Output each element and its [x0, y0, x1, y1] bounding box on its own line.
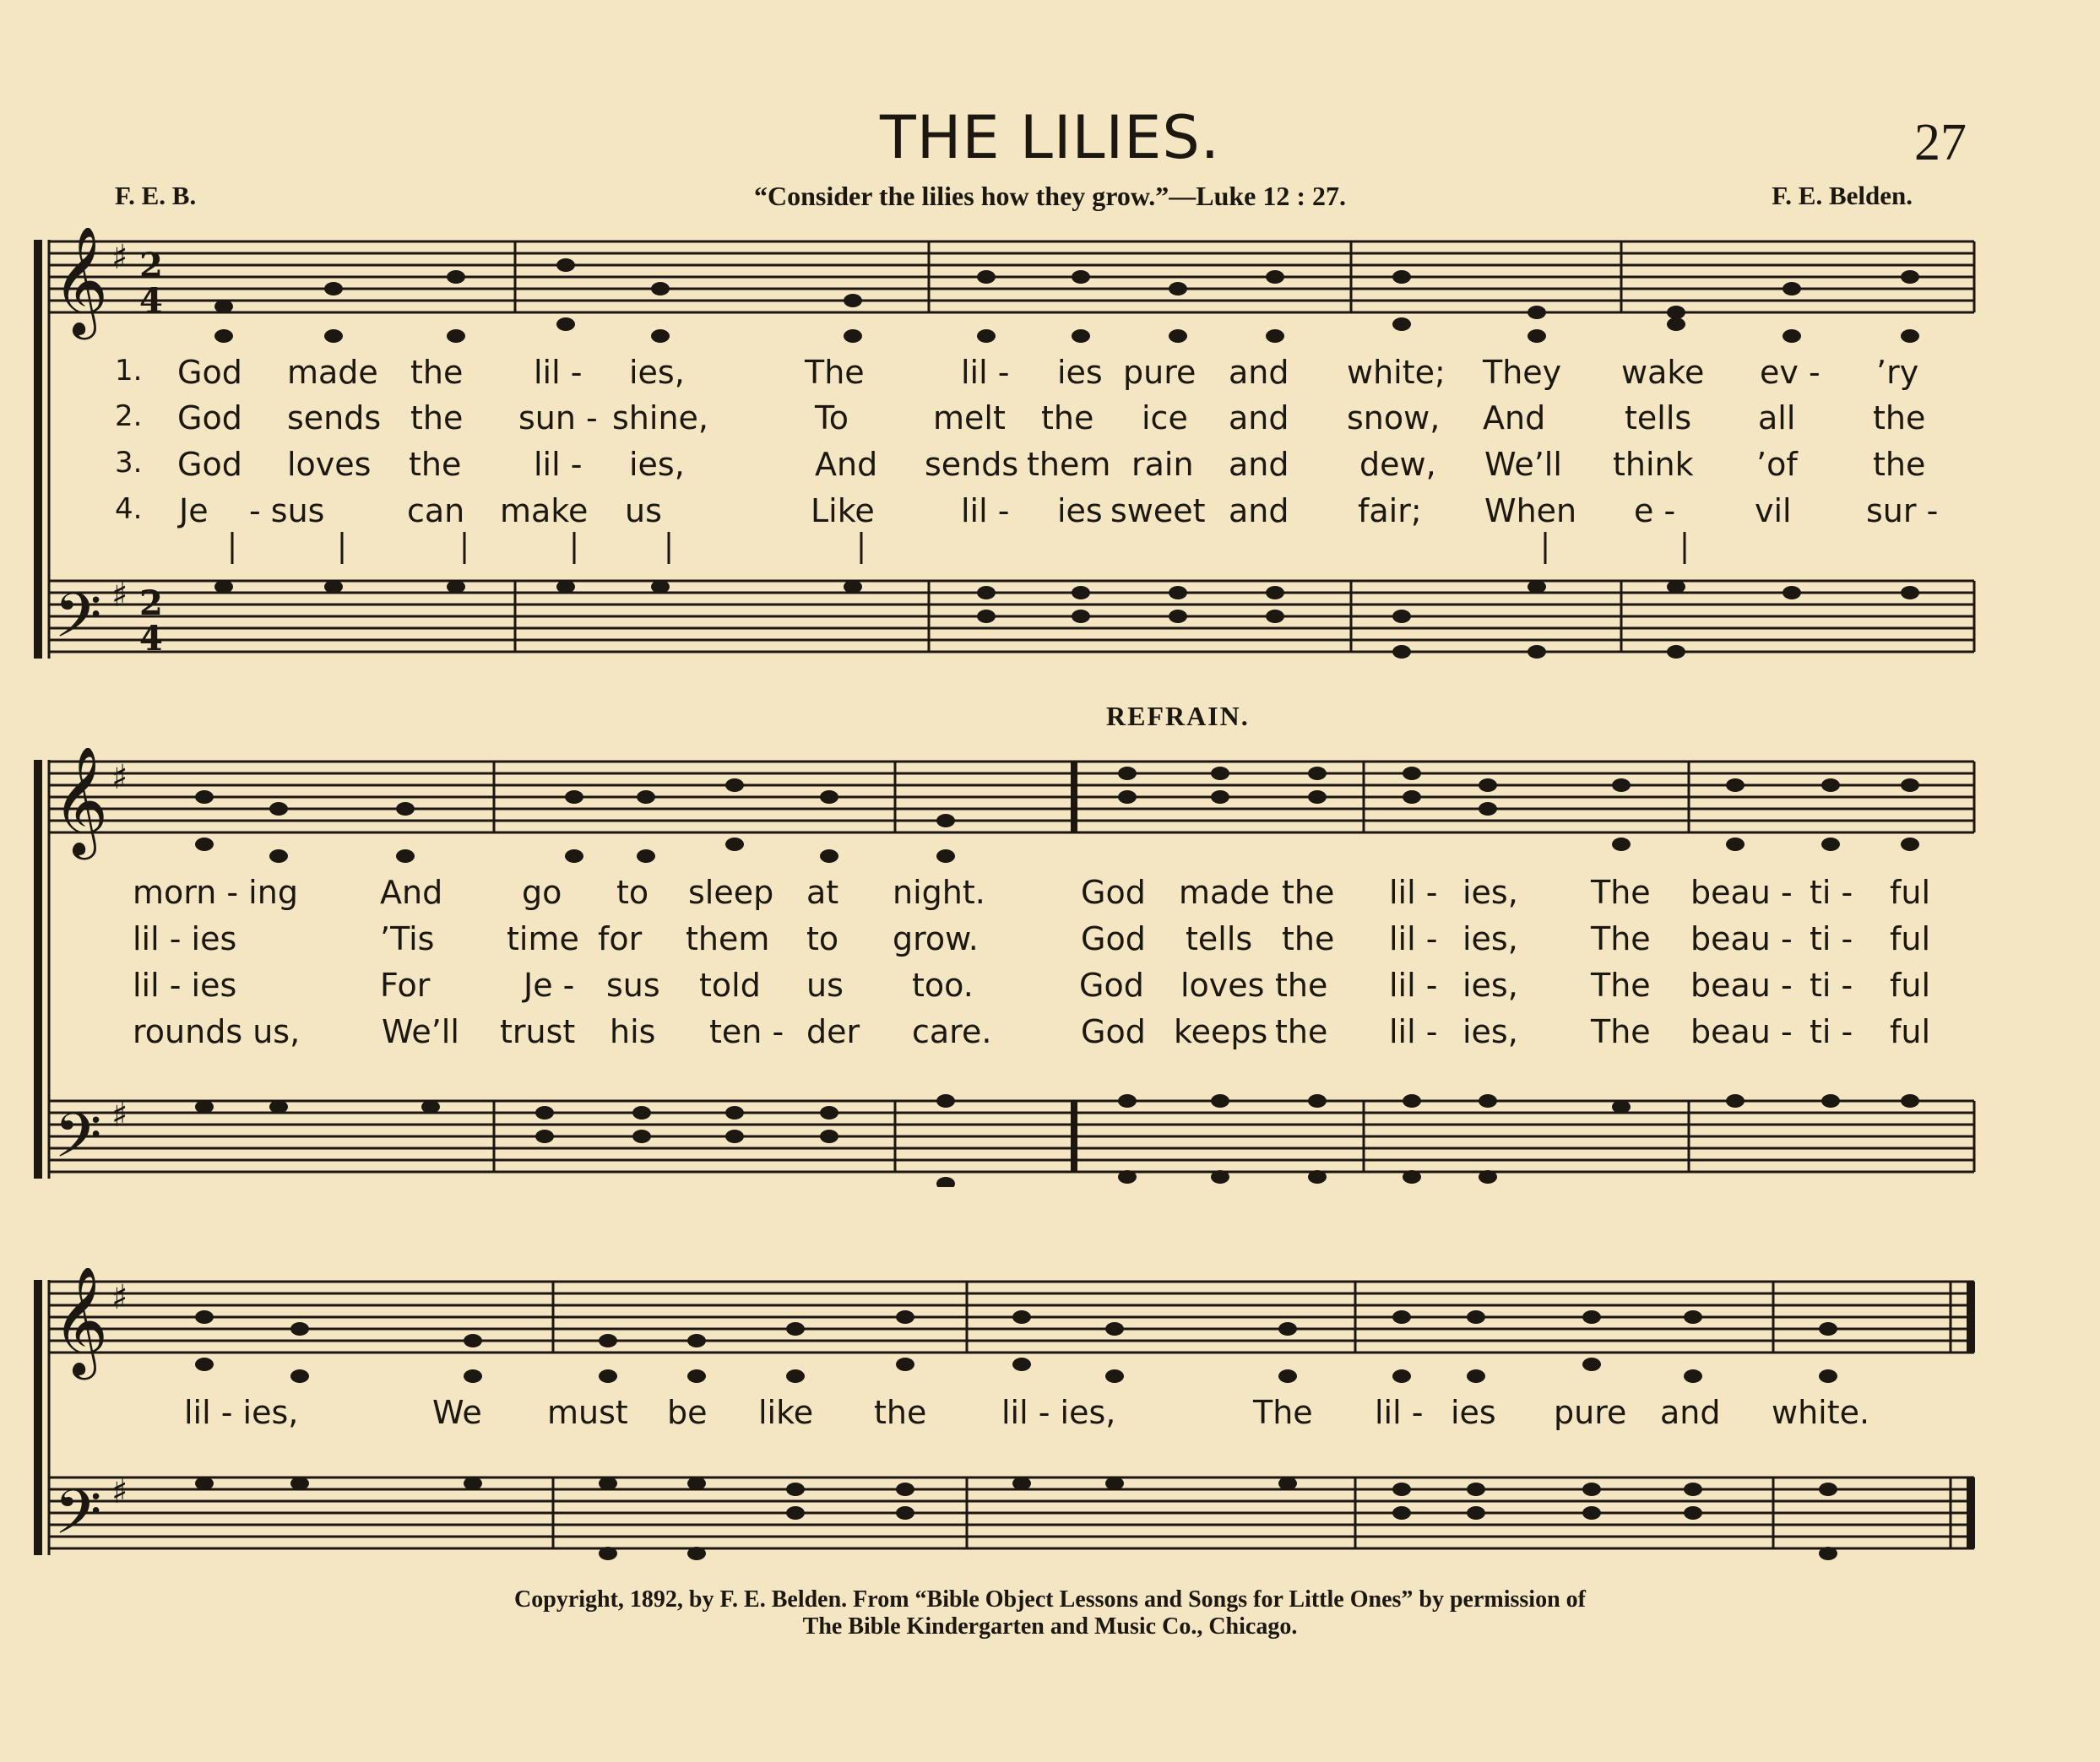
lyric-syllable: sweet [1110, 492, 1206, 529]
lyric-syllable: snow, [1347, 399, 1441, 436]
treble-clef-icon: 𝄞 [52, 748, 109, 855]
lyric-syllable: ful [1890, 874, 1931, 911]
lyric-syllable: ti - [1810, 967, 1853, 1004]
verse-line-1 [0, 1396, 2100, 1440]
verse-line-1 [0, 356, 2100, 400]
lyric-syllable: rounds us, [133, 1013, 301, 1050]
lyric-syllable: lil - [961, 492, 1010, 529]
lyric-syllable: sun - [518, 399, 598, 436]
lyric-syllable: And [1483, 399, 1546, 436]
copyright-line-1: Copyright, 1892, by F. E. Belden. From “Bible Object Lessons and Songs for Little Ones” by permission of [514, 1586, 1586, 1613]
bass-clef-icon: 𝄢 [54, 579, 102, 666]
lyric-syllable: us [625, 492, 662, 529]
verse-line-4 [0, 1013, 2100, 1060]
verse-line-2 [0, 920, 2100, 967]
lyric-syllable: Like [811, 492, 875, 529]
bass-clef-icon: 𝄢 [54, 1099, 102, 1186]
lyric-syllable: ful [1890, 920, 1931, 957]
lyric-syllable: The [1591, 1013, 1651, 1050]
svg-text:2: 2 [139, 246, 163, 285]
composer-credit: F. E. Belden. [1772, 181, 1913, 210]
lyric-syllable: sleep [688, 874, 774, 911]
bass-clef-icon: 𝄢 [54, 1476, 102, 1563]
lyric-syllable: - sus [249, 492, 325, 529]
lyric-syllable: vil [1755, 492, 1792, 529]
lyric-syllable: too. [912, 967, 974, 1004]
svg-text:♯: ♯ [111, 575, 128, 615]
copyright-notice [0, 1586, 2100, 1640]
lyric-syllable: be [667, 1394, 708, 1431]
lyric-syllable: pure [1554, 1394, 1627, 1431]
lyric-syllable: ’ry [1876, 354, 1919, 391]
lyric-syllable: We [432, 1394, 482, 1431]
svg-text:♯: ♯ [111, 1472, 128, 1511]
lyric-syllable: lil - ies [133, 920, 237, 957]
lyric-syllable: God [1081, 1013, 1146, 1050]
lyric-syllable: morn - ing [133, 874, 298, 911]
lyric-syllable: The [1591, 967, 1651, 1004]
lyric-syllable: They [1483, 354, 1562, 391]
lyric-syllable: the [1041, 399, 1094, 436]
lyric-syllable: ’of [1756, 446, 1798, 483]
lyric-syllable: loves [287, 446, 372, 483]
lyric-syllable: beau - [1690, 920, 1793, 957]
lyric-syllable: shine, [612, 399, 708, 436]
lyric-syllable: ti - [1810, 920, 1853, 957]
treble-clef-icon: 𝄞 [52, 1268, 109, 1375]
lyric-syllable: like [758, 1394, 814, 1431]
lyric-syllable: the [409, 446, 462, 483]
lyric-syllable: sends [925, 446, 1019, 483]
verse-line-3 [0, 448, 2100, 492]
lyric-syllable: For [380, 967, 431, 1004]
lyric-syllable: rain [1131, 446, 1194, 483]
refrain-label: REFRAIN. [1106, 701, 1250, 731]
lyric-syllable: pure [1123, 354, 1197, 391]
page-number: 27 [1914, 114, 1967, 171]
lyric-syllable: And [380, 874, 443, 911]
lyric-syllable: think [1613, 446, 1694, 483]
lyric-syllable: And [815, 446, 878, 483]
lyric-syllable: lil - ies, [1001, 1394, 1116, 1431]
verse-number: 3. [115, 446, 143, 480]
lyric-syllable: trust [500, 1013, 576, 1050]
lyric-syllable: melt [933, 399, 1006, 436]
lyric-syllable: keeps [1174, 1013, 1268, 1050]
lyric-syllable: his [610, 1013, 656, 1050]
lyric-syllable: grow. [893, 920, 979, 957]
lyric-syllable: the [1275, 1013, 1328, 1050]
lyric-syllable: tells [1625, 399, 1692, 436]
lyric-syllable: God [1081, 874, 1146, 911]
lyric-syllable: sends [287, 399, 382, 436]
lyric-syllable: ies, [629, 354, 685, 391]
lyric-syllable: ies, [1462, 874, 1518, 911]
lyric-syllable: to [616, 874, 649, 911]
lyric-syllable: white. [1772, 1394, 1870, 1431]
hymn-title: THE LILIES. [879, 103, 1221, 172]
lyric-syllable: beau - [1690, 874, 1793, 911]
lyric-syllable: can [407, 492, 465, 529]
lyric-syllable: care. [912, 1013, 992, 1050]
svg-text:2: 2 [139, 583, 163, 623]
treble-clef-icon: 𝄞 [52, 228, 109, 335]
lyric-syllable: and [1229, 492, 1289, 529]
verse-line-1 [0, 876, 2100, 920]
lyric-syllable: the [1275, 967, 1328, 1004]
lyric-syllable: ful [1890, 967, 1931, 1004]
lyric-syllable: the [410, 399, 464, 436]
lyric-syllable: beau - [1690, 967, 1793, 1004]
lyricist-credit: F. E. B. [115, 181, 197, 210]
lyric-syllable: told [699, 967, 761, 1004]
lyric-syllable: sus [606, 967, 660, 1004]
lyric-syllable: lil - [961, 354, 1010, 391]
lyric-syllable: lil - [1389, 920, 1438, 957]
lyric-syllable: God [1081, 920, 1146, 957]
lyric-syllable: and [1660, 1394, 1721, 1431]
lyric-syllable: for [598, 920, 643, 957]
lyric-syllable: When [1484, 492, 1577, 529]
lyric-syllable: made [1179, 874, 1270, 911]
svg-text:4: 4 [139, 281, 163, 321]
verse-line-3 [0, 969, 2100, 1013]
lyric-syllable: lil - [1389, 874, 1438, 911]
lyric-syllable: and [1229, 446, 1289, 483]
lyric-syllable: ies, [1462, 967, 1518, 1004]
svg-text:♯: ♯ [111, 1095, 128, 1135]
lyric-syllable: to [806, 920, 839, 957]
lyric-syllable: ies [1057, 492, 1103, 529]
lyric-syllable: loves [1180, 967, 1265, 1004]
lyric-syllable: tells [1186, 920, 1253, 957]
lyric-syllable: God [177, 354, 242, 391]
lyric-syllable: at [806, 874, 839, 911]
lyric-syllable: must [547, 1394, 628, 1431]
verse-number: 1. [115, 354, 143, 388]
svg-text:4: 4 [139, 619, 163, 659]
lyric-syllable: time [507, 920, 579, 957]
lyric-syllable: ies, [1462, 920, 1518, 957]
svg-text:♯: ♯ [111, 237, 128, 277]
lyric-syllable: fair; [1358, 492, 1422, 529]
lyric-syllable: the [1282, 874, 1335, 911]
lyric-syllable: made [287, 354, 378, 391]
lyric-syllable: lil - [1389, 967, 1438, 1004]
lyric-syllable: God [177, 446, 242, 483]
lyric-syllable: Je [179, 492, 209, 529]
lyric-syllable: wake [1621, 354, 1705, 391]
verse-number: 4. [115, 492, 143, 526]
lyric-syllable: go [522, 874, 562, 911]
lyric-syllable: ten - [709, 1013, 784, 1050]
lyric-syllable: them [1027, 446, 1111, 483]
lyric-syllable: ies, [1462, 1013, 1518, 1050]
lyric-syllable: The [805, 354, 865, 391]
lyric-syllable: We’ll [382, 1013, 459, 1050]
lyric-syllable: the [1873, 399, 1926, 436]
lyric-syllable: ice [1142, 399, 1188, 436]
lyric-syllable: ti - [1810, 1013, 1853, 1050]
lyric-syllable: The [1591, 920, 1651, 957]
lyric-syllable: ies [1057, 354, 1103, 391]
scripture-epigraph: “Consider the lilies how they grow.”—Luke 12 : 27. [753, 181, 1347, 211]
lyric-syllable: The [1253, 1394, 1313, 1431]
lyric-syllable: us [806, 967, 844, 1004]
lyric-syllable: all [1758, 399, 1796, 436]
lyric-syllable: ies [1451, 1394, 1496, 1431]
lyric-syllable: lil - ies [133, 967, 237, 1004]
lyric-syllable: and [1229, 354, 1289, 391]
lyric-syllable: ev - [1760, 354, 1821, 391]
lyric-syllable: the [410, 354, 464, 391]
lyric-syllable: and [1229, 399, 1289, 436]
lyric-syllable: them [686, 920, 770, 957]
lyric-syllable: the [874, 1394, 927, 1431]
lyric-syllable: lil - [534, 446, 583, 483]
verse-number: 2. [115, 399, 143, 433]
lyric-syllable: dew, [1359, 446, 1436, 483]
lyric-syllable: the [1282, 920, 1335, 957]
lyric-syllable: e - [1634, 492, 1676, 529]
lyric-syllable: ful [1890, 1013, 1931, 1050]
lyric-syllable: ’Tis [380, 920, 435, 957]
copyright-line-2: The Bible Kindergarten and Music Co., Chicago. [802, 1613, 1298, 1640]
lyric-syllable: lil - ies, [184, 1394, 299, 1431]
lyric-syllable: make [500, 492, 589, 529]
lyric-syllable: beau - [1690, 1013, 1793, 1050]
lyric-syllable: lil - [1389, 1013, 1438, 1050]
lyric-syllable: der [806, 1013, 860, 1050]
verse-line-2 [0, 399, 2100, 446]
lyric-syllable: Je - [524, 967, 575, 1004]
lyric-syllable: ti - [1810, 874, 1853, 911]
svg-text:♯: ♯ [111, 1277, 128, 1317]
lyric-syllable: night. [893, 874, 985, 911]
lyric-syllable: The [1591, 874, 1651, 911]
lyric-syllable: To [815, 399, 849, 436]
lyric-syllable: We’ll [1484, 446, 1562, 483]
lyric-syllable: the [1873, 446, 1926, 483]
lyric-syllable: lil - [534, 354, 583, 391]
lyric-syllable: God [1079, 967, 1144, 1004]
lyric-syllable: sur - [1866, 492, 1939, 529]
svg-text:♯: ♯ [111, 757, 128, 797]
treble-staff [49, 241, 1974, 312]
lyric-syllable: ies, [629, 446, 685, 483]
lyric-syllable: white; [1347, 354, 1446, 391]
verse-line-4 [0, 492, 2100, 539]
lyric-syllable: God [177, 399, 242, 436]
lyric-syllable: lil - [1375, 1394, 1424, 1431]
